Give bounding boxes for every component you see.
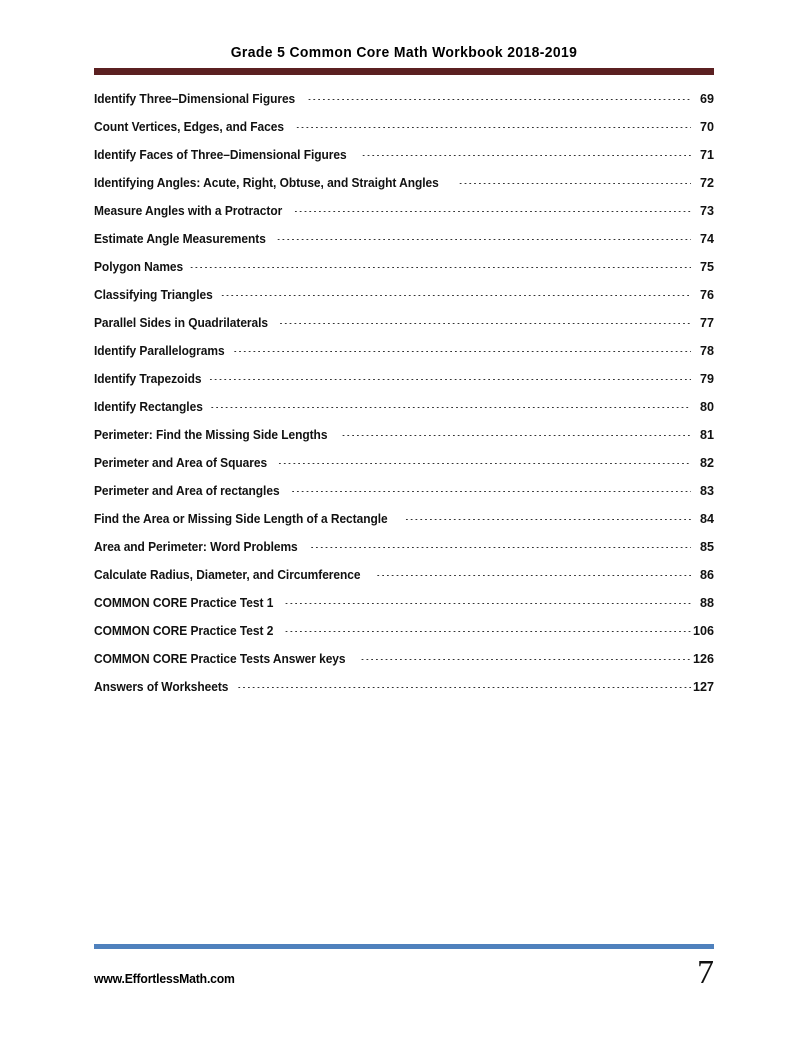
toc-entry[interactable] bbox=[94, 288, 714, 316]
toc-entry[interactable] bbox=[94, 456, 714, 484]
toc-entry-title: Classifying Triangles bbox=[94, 288, 213, 302]
toc-entry-title: Find the Area or Missing Side Length of a Rectangle bbox=[94, 512, 388, 526]
toc-entry-page-number: 79 bbox=[699, 372, 714, 386]
toc-entry[interactable] bbox=[94, 260, 714, 288]
toc-dot-leader bbox=[377, 575, 691, 576]
toc-entry[interactable] bbox=[94, 512, 714, 540]
toc-entry-title: Identify Three–Dimensional Figures bbox=[94, 92, 296, 106]
toc-entry-title: Polygon Names bbox=[94, 260, 184, 274]
toc-dot-leader bbox=[190, 267, 691, 268]
toc-entry-page-number: 81 bbox=[699, 428, 714, 442]
toc-entry-title: Identify Faces of Three–Dimensional Figures bbox=[94, 148, 347, 162]
toc-entry[interactable] bbox=[94, 372, 714, 400]
toc-dot-leader bbox=[310, 547, 691, 548]
toc-entry-page-number: 72 bbox=[699, 176, 714, 190]
toc-entry[interactable] bbox=[94, 652, 714, 680]
toc-dot-leader bbox=[233, 351, 691, 352]
toc-dot-leader bbox=[296, 127, 691, 128]
toc-entry-page-number: 69 bbox=[699, 92, 714, 106]
footer-divider bbox=[94, 944, 714, 949]
toc-entry[interactable] bbox=[94, 624, 714, 652]
toc-entry-page-number: 76 bbox=[699, 288, 714, 302]
toc-entry[interactable] bbox=[94, 680, 714, 708]
toc-entry-title: Perimeter and Area of rectangles bbox=[94, 484, 280, 498]
toc-entry[interactable] bbox=[94, 316, 714, 344]
toc-entry[interactable] bbox=[94, 232, 714, 260]
toc-entry-title: COMMON CORE Practice Test 1 bbox=[94, 596, 274, 610]
toc-entry-page-number: 75 bbox=[699, 260, 714, 274]
toc-entry[interactable] bbox=[94, 92, 714, 120]
toc-entry-page-number: 88 bbox=[699, 596, 714, 610]
toc-dot-leader bbox=[285, 631, 691, 632]
toc-dot-leader bbox=[277, 239, 691, 240]
toc-entry-title: COMMON CORE Practice Tests Answer keys bbox=[94, 652, 346, 666]
toc-dot-leader bbox=[342, 435, 691, 436]
toc-entry-page-number: 127 bbox=[692, 680, 714, 694]
toc-entry-title: Parallel Sides in Quadrilaterals bbox=[94, 316, 269, 330]
toc-entry[interactable] bbox=[94, 540, 714, 568]
toc-entry-title: Count Vertices, Edges, and Faces bbox=[94, 120, 284, 134]
toc-entry[interactable] bbox=[94, 344, 714, 372]
toc-entry[interactable] bbox=[94, 400, 714, 428]
toc-entry[interactable] bbox=[94, 428, 714, 456]
toc-entry-title: Identify Parallelograms bbox=[94, 344, 225, 358]
footer-page-number: 7 bbox=[697, 954, 714, 991]
toc-entry-page-number: 71 bbox=[699, 148, 714, 162]
toc-entry-title: Measure Angles with a Protractor bbox=[94, 204, 283, 218]
toc-dot-leader bbox=[279, 323, 691, 324]
page-title: Grade 5 Common Core Math Workbook 2018-2019 bbox=[230, 45, 578, 61]
toc-dot-leader bbox=[221, 295, 691, 296]
toc-dot-leader bbox=[291, 491, 691, 492]
toc-entry[interactable] bbox=[94, 484, 714, 512]
toc-entry-page-number: 82 bbox=[699, 456, 714, 470]
toc-dot-leader bbox=[285, 603, 691, 604]
toc-entry-page-number: 74 bbox=[699, 232, 714, 246]
toc-dot-leader bbox=[238, 687, 692, 688]
toc-entry-title: Perimeter and Area of Squares bbox=[94, 456, 268, 470]
toc-entry-page-number: 77 bbox=[699, 316, 714, 330]
toc-entry[interactable] bbox=[94, 568, 714, 596]
footer-website-url[interactable]: www.EffortlessMath.com bbox=[94, 971, 235, 986]
toc-entry-title: Area and Perimeter: Word Problems bbox=[94, 540, 298, 554]
toc-entry-page-number: 85 bbox=[699, 540, 714, 554]
toc-entry[interactable] bbox=[94, 204, 714, 232]
toc-entry-page-number: 106 bbox=[692, 624, 714, 638]
toc-entry[interactable] bbox=[94, 176, 714, 204]
toc-entry-page-number: 86 bbox=[699, 568, 714, 582]
toc-dot-leader bbox=[294, 211, 691, 212]
toc-dot-leader bbox=[459, 183, 691, 184]
toc-entry-page-number: 80 bbox=[699, 400, 714, 414]
toc-entry-title: Calculate Radius, Diameter, and Circumference bbox=[94, 568, 361, 582]
toc-entry-page-number: 73 bbox=[699, 204, 714, 218]
toc-entry-title: Perimeter: Find the Missing Side Lengths bbox=[94, 428, 328, 442]
toc-entry-title: Answers of Worksheets bbox=[94, 680, 229, 694]
toc-entry-page-number: 83 bbox=[699, 484, 714, 498]
toc-entry-page-number: 70 bbox=[699, 120, 714, 134]
toc-entry-title: Identify Rectangles bbox=[94, 400, 203, 414]
toc-entry[interactable] bbox=[94, 148, 714, 176]
toc-entry[interactable] bbox=[94, 596, 714, 624]
toc-dot-leader bbox=[405, 519, 691, 520]
toc-dot-leader bbox=[209, 379, 691, 380]
toc-entry-page-number: 78 bbox=[699, 344, 714, 358]
header-divider bbox=[94, 68, 714, 75]
toc-entry-title: COMMON CORE Practice Test 2 bbox=[94, 624, 274, 638]
toc-dot-leader bbox=[308, 99, 691, 100]
toc-entry-page-number: 84 bbox=[699, 512, 714, 526]
toc-entry-title: Identifying Angles: Acute, Right, Obtuse, and Straight Angles bbox=[94, 176, 439, 190]
table-of-contents bbox=[94, 92, 714, 708]
toc-entry-title: Estimate Angle Measurements bbox=[94, 232, 266, 246]
toc-dot-leader bbox=[211, 407, 691, 408]
toc-dot-leader bbox=[278, 463, 691, 464]
footer-row bbox=[94, 956, 714, 990]
toc-entry-page-number: 126 bbox=[692, 652, 714, 666]
toc-dot-leader bbox=[361, 659, 691, 660]
toc-entry-title: Identify Trapezoids bbox=[94, 372, 202, 386]
toc-dot-leader bbox=[362, 155, 691, 156]
toc-entry[interactable] bbox=[94, 120, 714, 148]
page-header bbox=[94, 44, 714, 62]
